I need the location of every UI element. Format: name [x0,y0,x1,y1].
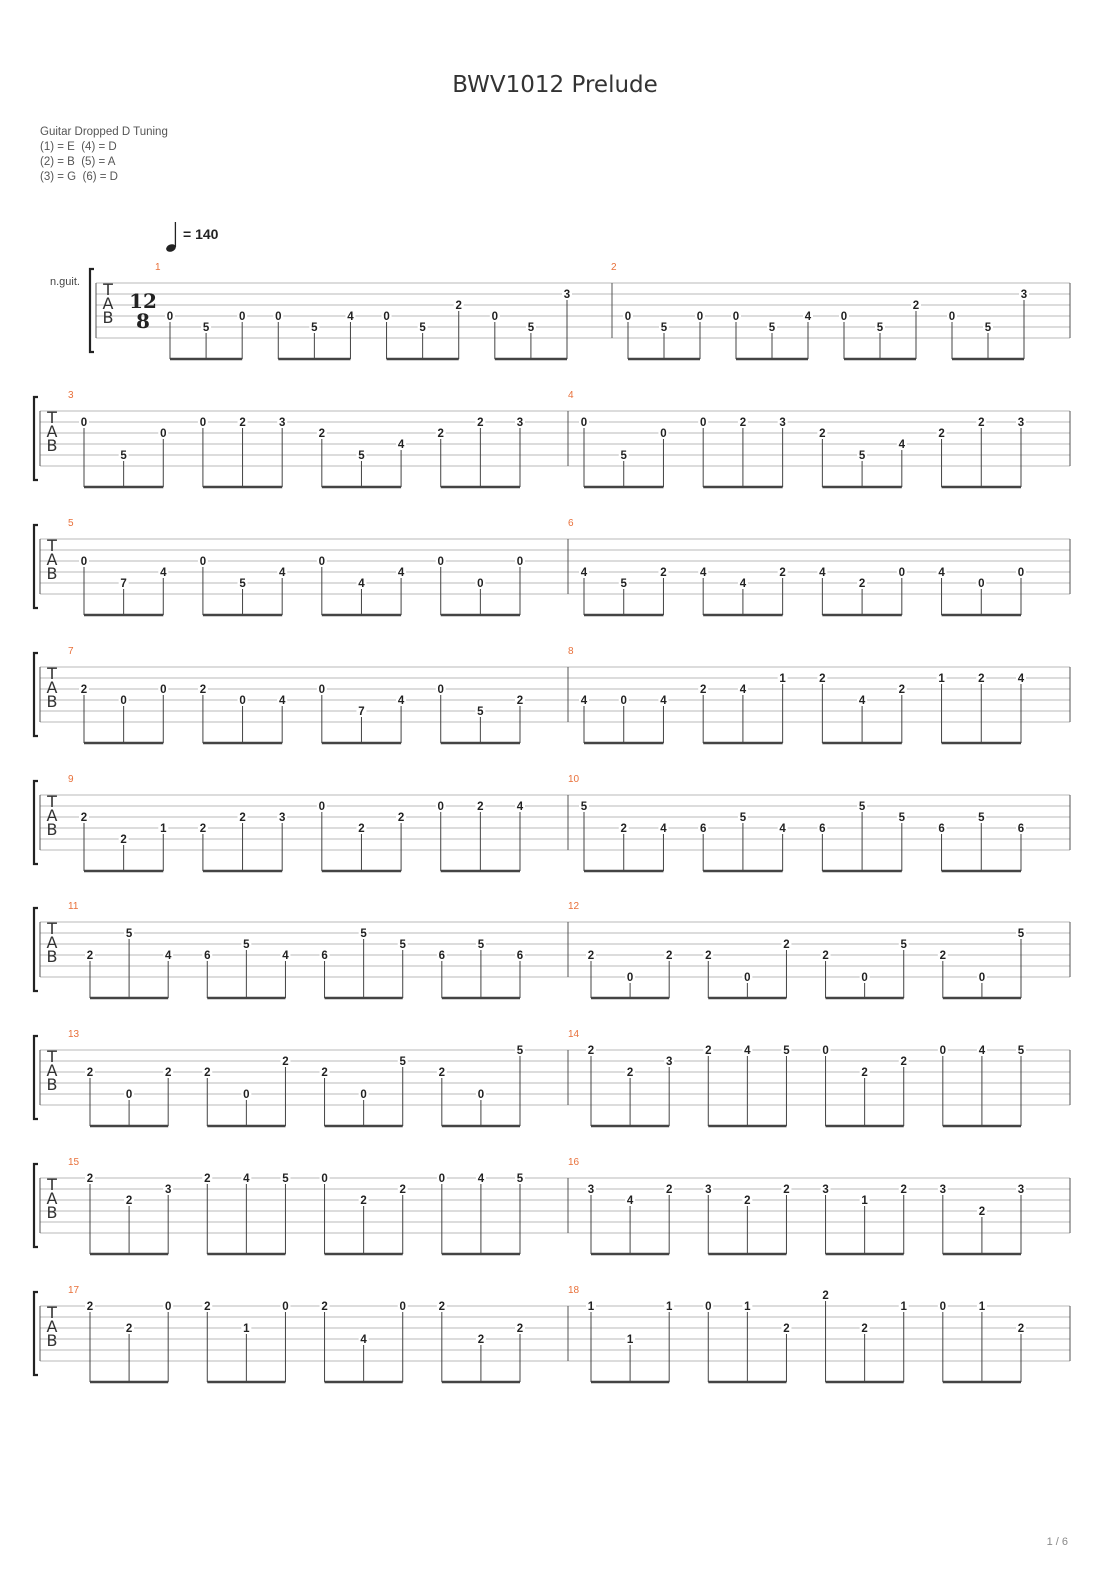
fret-number: 0 [948,311,956,323]
staff-system [34,1164,1070,1254]
measure-number: 1 [155,262,161,273]
fret-number: 4 [397,695,405,707]
fret-number: 0 [939,1045,947,1057]
tab-clef-letter: B [46,1075,58,1094]
fret-number: 2 [739,417,747,429]
tab-clef-letter: B [46,436,58,455]
fret-number: 2 [204,1067,211,1079]
fret-number: 2 [587,950,595,962]
fret-number: 0 [437,556,444,568]
fret-number: 7 [358,706,365,718]
fret-number: 2 [199,684,207,696]
fret-number: 1 [626,1334,634,1346]
fret-number: 5 [1017,1045,1025,1057]
tab-clef-letter: A [46,933,58,952]
fret-number: 2 [660,567,667,579]
fret-number: 2 [318,428,326,440]
fret-number: 3 [822,1184,829,1196]
fret-number: 2 [783,1184,790,1196]
fret-number: 0 [164,1301,172,1313]
fret-number: 0 [699,417,707,429]
fret-number: 5 [311,322,318,334]
fret-number: 0 [383,311,390,323]
fret-number: 0 [437,684,444,696]
tab-clef-letter: T [47,792,57,811]
measure-number: 17 [68,1285,80,1296]
measure-number: 5 [68,518,74,529]
fret-number: 4 [804,311,812,323]
measure-number: 12 [568,901,580,912]
fret-number: 3 [278,417,286,429]
measure-number: 9 [68,774,74,785]
measure-number: 7 [68,646,74,657]
measure-number: 2 [611,262,617,273]
fret-number: 2 [665,950,673,962]
fret-number: 6 [819,823,826,835]
fret-number: 2 [665,1184,673,1196]
page-number: 1 / 6 [1046,1536,1068,1548]
measure-number: 10 [568,774,580,785]
tab-clef-letter: B [46,947,58,966]
fret-number: 2 [620,823,627,835]
fret-number: 5 [120,450,127,462]
fret-number: 0 [516,556,524,568]
fret-number: 2 [437,428,444,440]
measure-number: 15 [68,1157,80,1168]
fret-number: 0 [438,1173,446,1185]
fret-number: 5 [978,812,985,824]
fret-number: 2 [321,1301,328,1313]
measure-number: 14 [568,1029,580,1040]
fret-number: 6 [204,950,211,962]
fret-number: 5 [580,801,588,813]
staff-system [34,908,1070,998]
fret-number: 3 [563,289,571,301]
tab-clef-letter: A [46,806,58,825]
staff-system [34,1289,1070,1382]
fret-number: 2 [978,1206,986,1218]
fret-number: 2 [978,417,985,429]
fret-number: 5 [399,939,406,951]
fret-number: 3 [164,1184,172,1196]
fret-number: 2 [86,1173,94,1185]
fret-number: 0 [696,311,704,323]
fret-number: 2 [477,417,484,429]
staff-system [34,397,1070,487]
fret-number: 0 [580,417,588,429]
fret-number: 2 [516,1323,524,1335]
staff-bracket [34,1036,38,1119]
fret-number: 4 [164,950,172,962]
tab-clef-letter: A [46,422,58,441]
fret-number: 2 [282,1056,289,1068]
fret-number: 2 [861,1067,868,1079]
fret-number: 4 [779,823,786,835]
fret-number: 5 [527,322,535,334]
fret-number: 2 [744,1195,751,1207]
fret-number: 3 [1017,1184,1025,1196]
fret-number: 4 [660,823,667,835]
fret-number: 0 [978,972,986,984]
fret-number: 4 [516,801,524,813]
tab-clef-letter: T [47,1047,57,1066]
fret-number: 2 [125,1323,133,1335]
score-title: BWV1012 Prelude [452,72,658,98]
fret-number: 5 [360,928,367,940]
fret-number: 1 [938,673,945,685]
fret-number: 5 [477,706,484,718]
tab-clef-letter: T [47,1303,57,1322]
fret-number: 2 [199,823,207,835]
staff-system [34,653,1070,743]
fret-number: 5 [660,322,668,334]
fret-number: 5 [202,322,210,334]
fret-number: 1 [243,1323,250,1335]
fret-number: 0 [624,311,632,323]
fret-number: 2 [783,1323,790,1335]
tuning-line: (2) = B (5) = A [40,156,116,168]
fret-number: 2 [438,1301,446,1313]
fret-number: 0 [620,695,627,707]
fret-number: 5 [477,939,485,951]
fret-number: 4 [160,567,167,579]
fret-number: 0 [360,1089,367,1101]
fret-number: 4 [1017,673,1025,685]
fret-number: 1 [160,823,167,835]
tab-clef-letter: B [46,1203,58,1222]
measure-number: 13 [68,1029,80,1040]
tuning-name: Guitar Dropped D Tuning [40,126,168,138]
fret-number: 0 [80,556,88,568]
fret-number: 1 [779,673,786,685]
fret-number: 5 [358,450,365,462]
measure-number: 3 [68,390,74,401]
time-signature-top: 12 [129,289,157,313]
fret-number: 0 [978,578,985,590]
fret-number: 4 [358,578,365,590]
fret-number: 2 [86,1067,94,1079]
fret-number: 4 [858,695,866,707]
fret-number: 4 [278,695,286,707]
fret-number: 6 [516,950,524,962]
fret-number: 0 [125,1089,133,1101]
fret-number: 5 [858,450,866,462]
fret-number: 2 [455,300,462,312]
fret-number: 2 [399,1184,406,1196]
fret-number: 5 [125,928,133,940]
fret-number: 0 [282,1301,289,1313]
fret-number: 0 [243,1089,250,1101]
fret-number: 4 [397,439,405,451]
tab-clef-letter: T [47,919,57,938]
tab-clef-letter: B [46,1331,58,1350]
tab-clef-letter: T [47,1175,57,1194]
fret-number: 2 [360,1195,367,1207]
fret-number: 2 [516,695,524,707]
tempo-value: = 140 [183,226,219,242]
staff-bracket [34,525,38,608]
fret-number: 2 [626,1067,634,1079]
fret-number: 1 [900,1301,907,1313]
fret-number: 4 [243,1173,250,1185]
fret-number: 0 [437,801,444,813]
fret-number: 2 [779,567,786,579]
fret-number: 4 [660,695,667,707]
fret-number: 2 [239,812,246,824]
fret-number: 0 [199,556,207,568]
fret-number: 6 [321,950,328,962]
measure-number: 16 [568,1157,580,1168]
fret-number: 2 [86,1301,94,1313]
fret-number: 0 [318,801,326,813]
fret-number: 5 [516,1173,524,1185]
fret-number: 5 [419,322,426,334]
fret-number: 6 [1017,823,1025,835]
fret-number: 2 [477,1334,485,1346]
fret-number: 0 [939,1301,947,1313]
fret-number: 0 [199,417,207,429]
fret-number: 2 [819,428,826,440]
fret-number: 1 [978,1301,986,1313]
fret-number: 0 [80,417,88,429]
fret-number: 2 [80,812,88,824]
fret-number: 2 [1017,1323,1025,1335]
tab-clef-letter: B [102,308,114,327]
fret-number: 5 [900,939,907,951]
fret-number: 5 [620,578,627,590]
fret-number: 0 [160,684,167,696]
fret-number: 3 [1020,289,1028,301]
fret-number: 6 [438,950,446,962]
tab-clef-letter: T [47,408,57,427]
fret-number: 5 [239,578,246,590]
fret-number: 0 [477,1089,485,1101]
tab-clef-letter: B [46,820,58,839]
fret-number: 4 [580,567,588,579]
fret-number: 0 [399,1301,406,1313]
fret-number: 2 [939,950,947,962]
fret-number: 0 [861,972,868,984]
fret-number: 2 [900,1056,907,1068]
fret-number: 4 [739,578,747,590]
fret-number: 5 [876,322,884,334]
fret-number: 0 [660,428,667,440]
fret-number: 4 [477,1173,485,1185]
fret-number: 4 [744,1045,751,1057]
fret-number: 2 [358,823,365,835]
fret-number: 2 [164,1067,172,1079]
fret-number: 0 [732,311,740,323]
fret-number: 2 [898,684,906,696]
staff-system [34,1036,1070,1126]
tab-clef-letter: B [46,564,58,583]
measure-number: 11 [68,901,79,912]
staff-system [34,781,1070,871]
fret-number: 2 [978,673,985,685]
staff-system [34,525,1070,615]
fret-number: 4 [699,567,707,579]
fret-number: 0 [166,311,174,323]
fret-number: 2 [204,1301,211,1313]
tab-clef-letter: A [102,294,114,313]
fret-number: 2 [783,939,790,951]
fret-number: 2 [204,1173,211,1185]
tab-clef-letter: A [46,1317,58,1336]
fret-number: 2 [86,950,94,962]
tab-clef-letter: T [103,280,113,299]
fret-number: 2 [120,834,127,846]
fret-number: 1 [744,1301,751,1313]
tab-clef-letter: T [47,664,57,683]
fret-number: 3 [516,417,524,429]
fret-number: 4 [282,950,289,962]
fret-number: 4 [739,684,747,696]
fret-number: 0 [626,972,634,984]
tab-clef-letter: A [46,1061,58,1080]
fret-number: 5 [282,1173,289,1185]
fret-number: 4 [278,567,286,579]
staff-bracket [34,908,38,991]
fret-number: 0 [318,684,326,696]
fret-number: 4 [819,567,826,579]
fret-number: 5 [783,1045,790,1057]
staff-bracket [34,653,38,736]
fret-number: 2 [587,1045,595,1057]
fret-number: 5 [243,939,250,951]
fret-number: 2 [239,417,246,429]
fret-number: 3 [939,1184,947,1196]
fret-number: 5 [399,1056,406,1068]
fret-number: 0 [120,695,127,707]
staff-bracket [34,781,38,864]
fret-number: 2 [80,684,88,696]
fret-number: 0 [744,972,751,984]
tab-clef-letter: A [46,550,58,569]
fret-number: 0 [840,311,848,323]
fret-number: 5 [516,1045,524,1057]
fret-number: 4 [938,567,945,579]
fret-number: 4 [347,311,354,323]
fret-number: 3 [705,1184,712,1196]
fret-number: 4 [626,1195,634,1207]
fret-number: 4 [580,695,588,707]
fret-number: 2 [321,1067,328,1079]
measure-number: 4 [568,390,574,401]
fret-number: 0 [705,1301,712,1313]
fret-number: 2 [861,1323,868,1335]
fret-number: 4 [898,439,906,451]
fret-number: 5 [1017,928,1025,940]
fret-number: 6 [699,823,707,835]
fret-number: 5 [858,801,866,813]
measure-number: 6 [568,518,574,529]
fret-number: 0 [275,311,282,323]
instrument-label: n.guit. [50,276,80,288]
fret-number: 3 [278,812,286,824]
fret-number: 0 [321,1173,328,1185]
tab-clef-letter: B [46,692,58,711]
fret-number: 2 [125,1195,133,1207]
fret-number: 0 [822,1045,829,1057]
fret-number: 1 [587,1301,595,1313]
tuning-line: (3) = G (6) = D [40,171,118,183]
fret-number: 2 [477,801,484,813]
fret-number: 0 [1017,567,1025,579]
staff-bracket [34,1292,38,1375]
time-signature-bottom: 8 [136,309,150,333]
fret-number: 2 [705,1045,712,1057]
fret-number: 0 [238,311,246,323]
fret-number: 5 [620,450,627,462]
fret-number: 4 [397,567,405,579]
fret-number: 2 [397,812,405,824]
fret-number: 3 [1017,417,1025,429]
staff-system [90,269,1070,359]
tab-clef-letter: A [46,1189,58,1208]
fret-number: 2 [900,1184,907,1196]
fret-number: 2 [938,428,945,440]
fret-number: 2 [438,1067,446,1079]
measure-number: 18 [568,1285,580,1296]
fret-number: 0 [160,428,167,440]
fret-number: 2 [819,673,826,685]
tuning-line: (1) = E (4) = D [40,141,117,153]
fret-number: 0 [477,578,484,590]
fret-number: 1 [861,1195,868,1207]
fret-number: 4 [978,1045,986,1057]
fret-number: 3 [779,417,786,429]
fret-number: 5 [739,812,747,824]
measure-number: 8 [568,646,574,657]
fret-number: 2 [705,950,712,962]
fret-number: 0 [898,567,906,579]
fret-number: 5 [768,322,776,334]
staff-bracket [34,1164,38,1247]
fret-number: 0 [239,695,246,707]
staff-bracket [34,397,38,480]
fret-number: 6 [938,823,945,835]
fret-number: 0 [318,556,326,568]
fret-number: 2 [858,578,866,590]
fret-number: 2 [912,300,920,312]
fret-number: 0 [491,311,499,323]
fret-number: 3 [587,1184,595,1196]
fret-number: 2 [822,950,829,962]
fret-number: 1 [665,1301,673,1313]
fret-number: 5 [984,322,992,334]
fret-number: 3 [665,1056,673,1068]
tab-clef-letter: T [47,536,57,555]
fret-number: 2 [699,684,707,696]
fret-number: 7 [120,578,127,590]
fret-number: 5 [898,812,906,824]
staff-bracket [90,269,94,352]
fret-number: 2 [822,1290,829,1302]
fret-number: 4 [360,1334,367,1346]
tab-clef-letter: A [46,678,58,697]
